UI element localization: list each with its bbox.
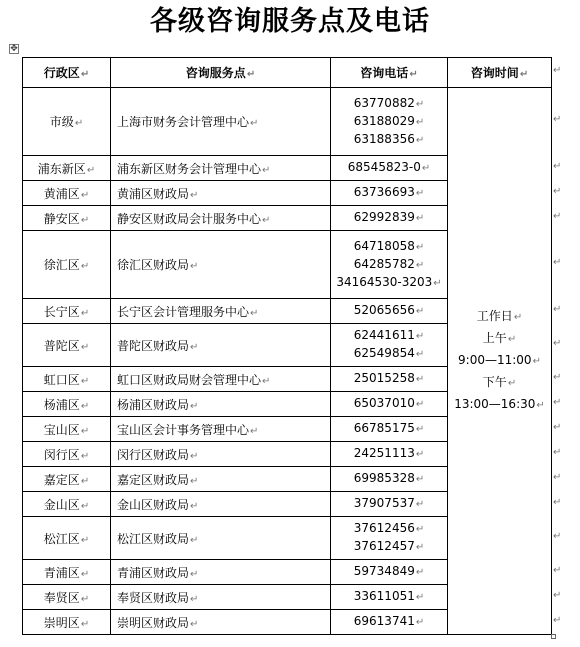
- paragraph-mark: ↵: [190, 475, 199, 487]
- service-point-name: 松江区财政局: [117, 531, 190, 546]
- paragraph-mark: ↵: [536, 400, 545, 411]
- phone-cell: [331, 517, 448, 560]
- paragraph-mark: ↵: [80, 534, 90, 546]
- phone-line: [331, 256, 447, 274]
- paragraph-mark: ↵: [433, 277, 442, 289]
- district-name: 浦东新区: [37, 161, 86, 176]
- paragraph-mark: ↵: [74, 118, 84, 129]
- district-name: 虹口区: [43, 372, 80, 387]
- paragraph-mark: ↵: [250, 307, 259, 319]
- row-end-mark: ↵: [553, 257, 562, 268]
- phone-number: 52065656: [353, 303, 415, 317]
- row-end-mark: ↵: [553, 496, 562, 508]
- phone-cell: [331, 88, 448, 156]
- paragraph-mark: ↵: [262, 214, 271, 226]
- service-point-name: 普陀区财政局: [117, 338, 190, 353]
- row-end-mark: ↵: [553, 589, 562, 601]
- phone-number: 64718058: [353, 238, 415, 253]
- morning-label-line: [448, 328, 551, 350]
- district-cell: [23, 442, 111, 467]
- service-point-cell: [111, 417, 331, 442]
- district-name: 崇明区: [43, 615, 80, 630]
- district-name: 闵行区: [43, 447, 80, 462]
- phone-line: [331, 420, 447, 438]
- district-cell: [23, 610, 111, 635]
- paragraph-mark: ↵: [415, 524, 425, 535]
- paragraph-mark: ↵: [415, 259, 425, 271]
- paragraph-mark: ↵: [250, 118, 259, 129]
- paragraph-mark: ↵: [532, 356, 541, 367]
- header-phone: 咨询电话↵: [331, 58, 448, 88]
- service-point-name: 虹口区财政局财会管理中心: [117, 372, 262, 387]
- row-end-mark: ↵: [553, 65, 562, 76]
- district-cell: [23, 156, 111, 181]
- phone-line: [331, 327, 447, 345]
- service-point-cell: [111, 231, 331, 299]
- phone-cell: [331, 392, 448, 417]
- paragraph-mark: ↵: [415, 188, 425, 199]
- paragraph-mark: ↵: [507, 378, 517, 389]
- paragraph-mark: ↵: [415, 116, 425, 128]
- morning-hours-line: [448, 350, 551, 372]
- header-service-point: 咨询服务点↵: [111, 58, 331, 88]
- service-point-name: 崇明区财政局: [117, 615, 190, 630]
- service-point-name: 静安区财政局会计服务中心: [117, 211, 262, 226]
- district-name: 黄浦区: [43, 186, 80, 201]
- phone-number: 64285782: [353, 256, 415, 271]
- paragraph-mark: ↵: [415, 213, 425, 224]
- phone-line: [331, 613, 447, 631]
- district-cell: [23, 392, 111, 417]
- phone-line: [331, 184, 447, 202]
- phone-line: [331, 159, 447, 177]
- district-name: 市级: [49, 115, 74, 129]
- district-name: 嘉定区: [43, 472, 80, 487]
- consultation-table: [22, 57, 552, 635]
- paragraph-mark: ↵: [250, 425, 259, 437]
- service-point-name: 奉贤区财政局: [117, 590, 190, 605]
- service-point-cell: [111, 442, 331, 467]
- service-point-cell: [111, 517, 331, 560]
- district-cell: [23, 231, 111, 299]
- phone-cell: [331, 181, 448, 206]
- row-end-mark: ↵: [553, 371, 562, 383]
- phone-number: 69985328: [353, 471, 415, 485]
- district-cell: [23, 206, 111, 231]
- district-cell: [23, 517, 111, 560]
- row-end-mark: ↵: [553, 160, 562, 172]
- paragraph-mark: ↵: [415, 374, 425, 385]
- phone-line: [331, 238, 447, 256]
- phone-line: [331, 131, 447, 149]
- district-name: 奉贤区: [43, 590, 80, 605]
- phone-line: [331, 538, 447, 556]
- afternoon-label-line: [448, 372, 551, 394]
- paragraph-mark: ↵: [415, 617, 425, 628]
- paragraph-mark: ↵: [190, 450, 199, 462]
- district-cell: [23, 585, 111, 610]
- phone-cell: [331, 467, 448, 492]
- paragraph-mark: ↵: [421, 163, 431, 174]
- table-move-handle-icon[interactable]: ✥: [10, 44, 18, 54]
- service-point-cell: [111, 467, 331, 492]
- afternoon-hours-line: [448, 394, 551, 416]
- phone-line: [331, 302, 447, 320]
- service-point-name: 上海市财务会计管理中心: [117, 115, 250, 129]
- service-point-cell: [111, 610, 331, 635]
- table-end-marker: [551, 634, 556, 639]
- phone-cell: [331, 417, 448, 442]
- phone-line: [331, 495, 447, 513]
- phone-number: 24251113: [353, 446, 415, 460]
- phone-line: [331, 470, 447, 488]
- morning-hours: 9:00—11:00: [458, 353, 532, 367]
- morning-label: 上午: [482, 331, 507, 345]
- paragraph-mark: ↵: [415, 499, 425, 510]
- paragraph-mark: ↵: [190, 593, 199, 605]
- service-point-name: 徐汇区财政局: [117, 258, 190, 272]
- phone-line: [331, 113, 447, 131]
- district-cell: [23, 367, 111, 392]
- service-point-name: 青浦区财政局: [117, 565, 190, 580]
- service-point-name: 金山区财政局: [117, 497, 190, 512]
- phone-number: 68545823-0: [347, 160, 421, 174]
- phone-cell: [331, 206, 448, 231]
- row-end-mark: ↵: [553, 564, 562, 576]
- paragraph-mark: ↵: [80, 568, 90, 580]
- phone-cell: [331, 299, 448, 324]
- phone-number: 37612456: [353, 521, 415, 535]
- paragraph-mark: ↵: [80, 450, 90, 462]
- district-cell: [23, 492, 111, 517]
- header-district: 行政区↵: [23, 58, 111, 88]
- service-point-cell: [111, 367, 331, 392]
- district-name: 宝山区: [43, 422, 80, 437]
- row-end-mark: ↵: [553, 614, 562, 626]
- service-point-name: 浦东新区财务会计管理中心: [117, 161, 262, 176]
- row-end-mark: ↵: [553, 471, 562, 483]
- paragraph-mark: ↵: [190, 261, 199, 272]
- service-point-cell: [111, 585, 331, 610]
- phone-number: 37612457: [353, 539, 415, 553]
- service-point-name: 嘉定区财政局: [117, 472, 190, 487]
- table-row: [23, 88, 552, 156]
- page-title: 各级咨询服务点及电话: [150, 6, 430, 37]
- district-cell: [23, 324, 111, 367]
- district-name: 金山区: [43, 497, 80, 512]
- district-cell: [23, 417, 111, 442]
- paragraph-mark: ↵: [415, 449, 425, 460]
- service-point-cell: [111, 392, 331, 417]
- paragraph-mark: ↵: [80, 425, 90, 437]
- phone-cell: [331, 231, 448, 299]
- phone-number: 63736693: [353, 185, 415, 199]
- paragraph-mark: ↵: [80, 500, 90, 512]
- district-cell: [23, 560, 111, 585]
- phone-cell: [331, 560, 448, 585]
- paragraph-mark: ↵: [415, 331, 425, 342]
- paragraph-mark: ↵: [80, 475, 90, 487]
- service-point-cell: [111, 206, 331, 231]
- afternoon-label: 下午: [482, 375, 507, 389]
- paragraph-mark: ↵: [415, 241, 425, 253]
- service-point-cell: [111, 324, 331, 367]
- paragraph-mark: ↵: [190, 400, 199, 412]
- paragraph-mark: ↵: [415, 349, 425, 360]
- district-name: 长宁区: [43, 304, 80, 319]
- phone-line: [331, 445, 447, 463]
- phone-cell: [331, 610, 448, 635]
- paragraph-mark: ↵: [513, 312, 523, 323]
- header-hours: 咨询时间↵: [448, 58, 552, 88]
- phone-cell: [331, 492, 448, 517]
- paragraph-mark: ↵: [86, 164, 96, 176]
- paragraph-mark: ↵: [80, 307, 90, 319]
- paragraph-mark: ↵: [80, 261, 90, 272]
- paragraph-mark: ↵: [80, 189, 90, 201]
- paragraph-mark: ↵: [262, 164, 271, 176]
- service-point-name: 黄浦区财政局: [117, 186, 190, 201]
- paragraph-mark: ↵: [415, 98, 425, 110]
- phone-number: 62441611: [353, 328, 415, 342]
- paragraph-mark: ↵: [415, 592, 425, 603]
- phone-number: 63188356: [353, 131, 415, 146]
- paragraph-mark: ↵: [80, 593, 90, 605]
- phone-number: 25015258: [353, 371, 415, 385]
- district-name: 静安区: [43, 211, 80, 226]
- service-point-cell: [111, 156, 331, 181]
- paragraph-mark: ↵: [80, 618, 90, 630]
- paragraph-mark: ↵: [190, 568, 199, 580]
- phone-cell: [331, 585, 448, 610]
- paragraph-mark: ↵: [415, 134, 425, 146]
- service-point-name: 杨浦区财政局: [117, 397, 190, 412]
- paragraph-mark: ↵: [507, 334, 517, 345]
- paragraph-mark: ↵: [415, 542, 425, 553]
- row-end-mark: ↵: [553, 114, 562, 125]
- phone-cell: [331, 367, 448, 392]
- service-point-name: 宝山区会计事务管理中心: [117, 422, 250, 437]
- hours-cell: [448, 88, 552, 635]
- phone-number: 33611051: [353, 589, 415, 603]
- service-point-name: 长宁区会计管理服务中心: [117, 304, 250, 319]
- paragraph-mark: ↵: [190, 534, 199, 546]
- district-cell: [23, 88, 111, 156]
- paragraph-mark: ↵: [190, 618, 199, 630]
- row-end-mark: ↵: [553, 530, 562, 542]
- service-point-name: 闵行区财政局: [117, 447, 190, 462]
- row-end-mark: ↵: [553, 210, 562, 222]
- table-header-row: [23, 58, 552, 88]
- row-end-mark: ↵: [553, 337, 562, 349]
- phone-line: [331, 520, 447, 538]
- district-name: 杨浦区: [43, 397, 80, 412]
- phone-line: [331, 345, 447, 363]
- row-end-mark: ↵: [553, 421, 562, 433]
- paragraph-mark: ↵: [415, 306, 425, 317]
- phone-number: 65037010: [353, 396, 415, 410]
- paragraph-mark: ↵: [415, 567, 425, 578]
- service-point-cell: [111, 560, 331, 585]
- paragraph-mark: ↵: [80, 214, 90, 226]
- row-end-mark: ↵: [553, 185, 562, 197]
- phone-number: 62992839: [353, 210, 415, 224]
- phone-line: [331, 209, 447, 227]
- phone-cell: [331, 156, 448, 181]
- workday-label: 工作日: [476, 309, 513, 323]
- paragraph-mark: ↵: [80, 375, 90, 387]
- phone-line: [331, 588, 447, 606]
- district-cell: [23, 467, 111, 492]
- phone-number: 59734849: [353, 564, 415, 578]
- district-name: 松江区: [43, 531, 80, 546]
- service-point-cell: [111, 88, 331, 156]
- district-name: 青浦区: [43, 565, 80, 580]
- paragraph-mark: ↵: [190, 189, 199, 201]
- paragraph-mark: ↵: [415, 474, 425, 485]
- workday-label-line: [448, 306, 551, 328]
- row-end-mark: ↵: [553, 396, 562, 408]
- paragraph-mark: ↵: [80, 400, 90, 412]
- district-cell: [23, 181, 111, 206]
- phone-number: 34164530-3203: [336, 274, 433, 289]
- phone-line: [331, 395, 447, 413]
- afternoon-hours: 13:00—16:30: [454, 397, 536, 411]
- phone-cell: [331, 324, 448, 367]
- phone-number: 66785175: [353, 421, 415, 435]
- district-name: 徐汇区: [43, 258, 80, 272]
- paragraph-mark: ↵: [415, 424, 425, 435]
- service-point-cell: [111, 181, 331, 206]
- paragraph-mark: ↵: [262, 375, 271, 387]
- row-end-mark: ↵: [553, 303, 562, 315]
- phone-line: [331, 370, 447, 388]
- phone-line: [331, 563, 447, 581]
- service-point-cell: [111, 492, 331, 517]
- row-end-mark: ↵: [553, 446, 562, 458]
- phone-number: 63770882: [353, 95, 415, 110]
- paragraph-mark: ↵: [190, 341, 199, 353]
- paragraph-mark: ↵: [190, 500, 199, 512]
- district-name: 普陀区: [43, 338, 80, 353]
- phone-number: 63188029: [353, 113, 415, 128]
- phone-line: [331, 95, 447, 113]
- paragraph-mark: ↵: [415, 399, 425, 410]
- phone-line: [331, 274, 447, 292]
- phone-number: 69613741: [353, 614, 415, 628]
- phone-number: 62549854: [353, 346, 415, 360]
- paragraph-mark: ↵: [80, 341, 90, 353]
- phone-cell: [331, 442, 448, 467]
- phone-number: 37907537: [353, 496, 415, 510]
- district-cell: [23, 299, 111, 324]
- service-point-cell: [111, 299, 331, 324]
